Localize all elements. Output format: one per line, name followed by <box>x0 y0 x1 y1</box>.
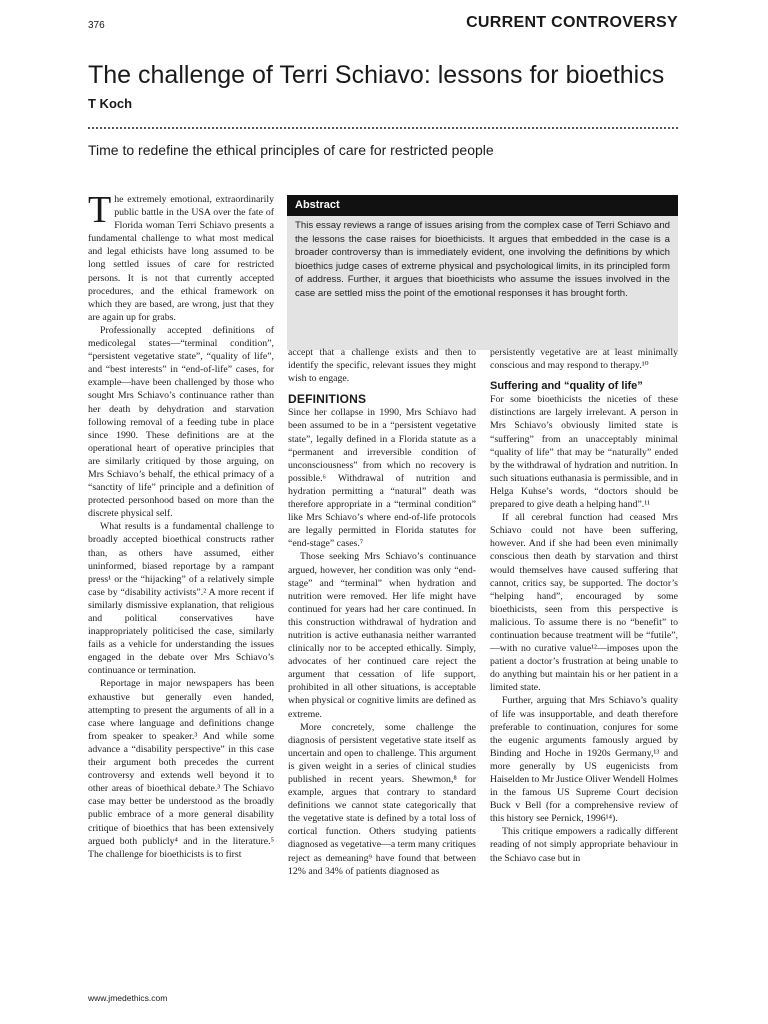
paragraph <box>88 189 274 324</box>
page-number: 376 <box>88 20 105 31</box>
paragraph: Those seeking Mrs Schiavo’s continuance argued, however, her condition was only “end-stage” and “terminal” when hydration and nutrition were removed. Her life might have continued for years had her care continued. In this construction withdrawal of hydration and nutrition is active euthanasia neither warranted clinically nor to be accepted ethically. Simply, advocates of her continued care reject the argument that cessation of life support, prohibited in all other situations, is acceptable when physical or cognitive limits are defined as extreme. <box>288 551 476 720</box>
body-column-3 <box>490 346 678 865</box>
abstract-heading: Abstract <box>287 195 678 216</box>
footer-url: www.jmedethics.com <box>88 993 168 1003</box>
dotted-divider <box>88 127 678 129</box>
article-subtitle: Time to redefine the ethical principles of care for restricted people <box>88 142 494 158</box>
section-heading-definitions: DEFINITIONS <box>288 392 367 407</box>
paragraph: accept that a challenge exists and then to identify the specific, relevant issues they might wish to engage. <box>288 347 476 385</box>
paragraph: For some bioethicists the niceties of these distinctions are largely irrelevant. A person in Mrs Schiavo’s obviously limited state is “suffering” from an unacceptably minimal “quality of life” that may be “naturally” ended by the withdrawal of hydration and nutrition. In such situations euthanasia is permissible, and in Helga Kuhse’s words, “doctors should be prepared to give death a helping hand”.¹¹ <box>490 394 678 511</box>
body-column-1 <box>88 189 274 861</box>
article-author: T Koch <box>88 96 133 111</box>
paragraph: More concretely, some challenge the diagnosis of persistent vegetative state itself as uncertain and open to challenge. This argument is given weight in a series of clinical studies published in recent years. Shewmon,⁸ for example, argues that contrary to standard definitions we cannot state categorically that the vegetative state is defined by a total loss of cortical function. Others studying patients diagnosed as vegetative—a term many critiques reject as demeaning⁹ have found that between 12% and 34% of patients diagnosed as <box>288 721 476 877</box>
drop-cap: T <box>88 189 112 231</box>
paragraph: persistently vegetative are at least minimally conscious and may respond to therapy.¹⁰ <box>490 347 678 372</box>
paragraph: Further, arguing that Mrs Schiavo’s quality of life was insupportable, and death therefore preferable to continuation, conjures for some the eugenic arguments famously argued by Binding and Hoche in 1920s Germany,¹³ and more generally by US eugenicists from Haiselden to Mr Justice Oliver Wendell Holmes in the famous US Supreme Court decision Buck v Bell (for a comprehensive review of this history see Pernick, 1996¹⁴). <box>490 695 678 825</box>
abstract-box <box>287 195 678 350</box>
abstract-text: This essay reviews a range of issues arising from the complex case of Terri Schiavo and the lessons the case raises for bioethicists. It argues that embedded in the case is a broader controversy than is immediately evident, one involving the definitions by which bioethics judge cases of extreme physical and psychological limits, in its principled form of address. Further, it argues that bioethicists who assume the issues involved in the case are settled miss the point of the emotional responses it has brought forth. <box>295 220 670 299</box>
paragraph: Reportage in major newspapers has been exhaustive but generally even handed, attempting to present the arguments of all in a case where language and definitions change from speaker to speaker.³ And while some advance a “disability perspective” in this case their argument both precedes the current controversy and extends well beyond it to other areas of bioethical debate.³ The Schiavo case may better be understood as the broadly public embrace of a more general disability critique of bioethics that has been extensively argued both publicly⁴ and in the literature.⁵ The challenge for bioethicists is to first <box>88 678 274 860</box>
body-column-2 <box>288 346 476 878</box>
section-heading-suffering: Suffering and “quality of life” <box>490 380 643 393</box>
paragraph: Professionally accepted definitions of medicolegal states—“terminal condition”, “persistent vegetative state”, “quality of life”, and “best interests” in “end-of-life” cases, for example—have been challenged by those who sought Mrs Schiavo’s continuance rather than her death by dehydration and starvation following removal of a feeding tube in place since 1990. These definitions are at the operational heart of operative principles that are similarly critiqued by those arguing, on Mrs Schiavo’s behalf, the ethical primacy of a “sanctity of life” principle and a definition of protected personhood based on more than the discrete physical self. <box>88 324 274 520</box>
section-label: CURRENT CONTROVERSY <box>466 14 678 31</box>
paragraph-text: he extremely emotional, extraordinarily public battle in the USA over the fate of Florida woman Terri Schiavo presents a fundamental challenge to what most medical and legal ethicists have long assumed to be long settled issues of care for restricted persons. It is not that currently accepted procedures, and the ethical framework on which they are based, are wrong, just that they are again up for grabs. <box>88 194 274 323</box>
paragraph: What results is a fundamental challenge to broadly accepted bioethical constructs rather than, as others have assumed, either uninformed, biased reportage by a rampant press¹ or the “hijacking” of a relatively simple case by “disability activists”.² A more recent if similarly dismissive explanation, that religious and political conservatives have inappropriately politicised the case, similarly fails as a vehicle for understanding the issues engaged in the debate over Mrs Schiavo’s continuance or termination. <box>88 521 274 677</box>
paragraph: Since her collapse in 1990, Mrs Schiavo had been assumed to be in a “persistent vegetative state”, legally defined in a Florida statute as a “permanent and irreversible condition of unconsciousness” from which no recovery is possible.⁶ Withdrawal of nutrition and hydration permitting a “natural” death was therefore appropriate in a “terminal condition” like Mrs Schiavo’s where end-of-life protocols are legally permitted in Florida statutes for “end-stage” cases.⁷ <box>288 407 476 550</box>
paragraph: This critique empowers a radically different reading of not simply appropriate behaviour in the Schiavo case but in <box>490 826 678 864</box>
paragraph: If all cerebral function had ceased Mrs Schiavo could not have been suffering, however. And if she had been even minimally conscious then death by starvation and thirst would themselves have caused suffering that cannot, critics say, be supported. The doctor’s “helping hand”, encouraged by some bioethicists, seen from this perspective is malicious. To assume there is no “benefit” to continuation because treatment will be “futile”,—with no curative value¹²—imposes upon the patient a doctor’s frustration at being unable to do anything but maintain his or her patient in a limited state. <box>490 512 678 694</box>
article-title: The challenge of Terri Schiavo: lessons for bioethics <box>88 61 665 89</box>
